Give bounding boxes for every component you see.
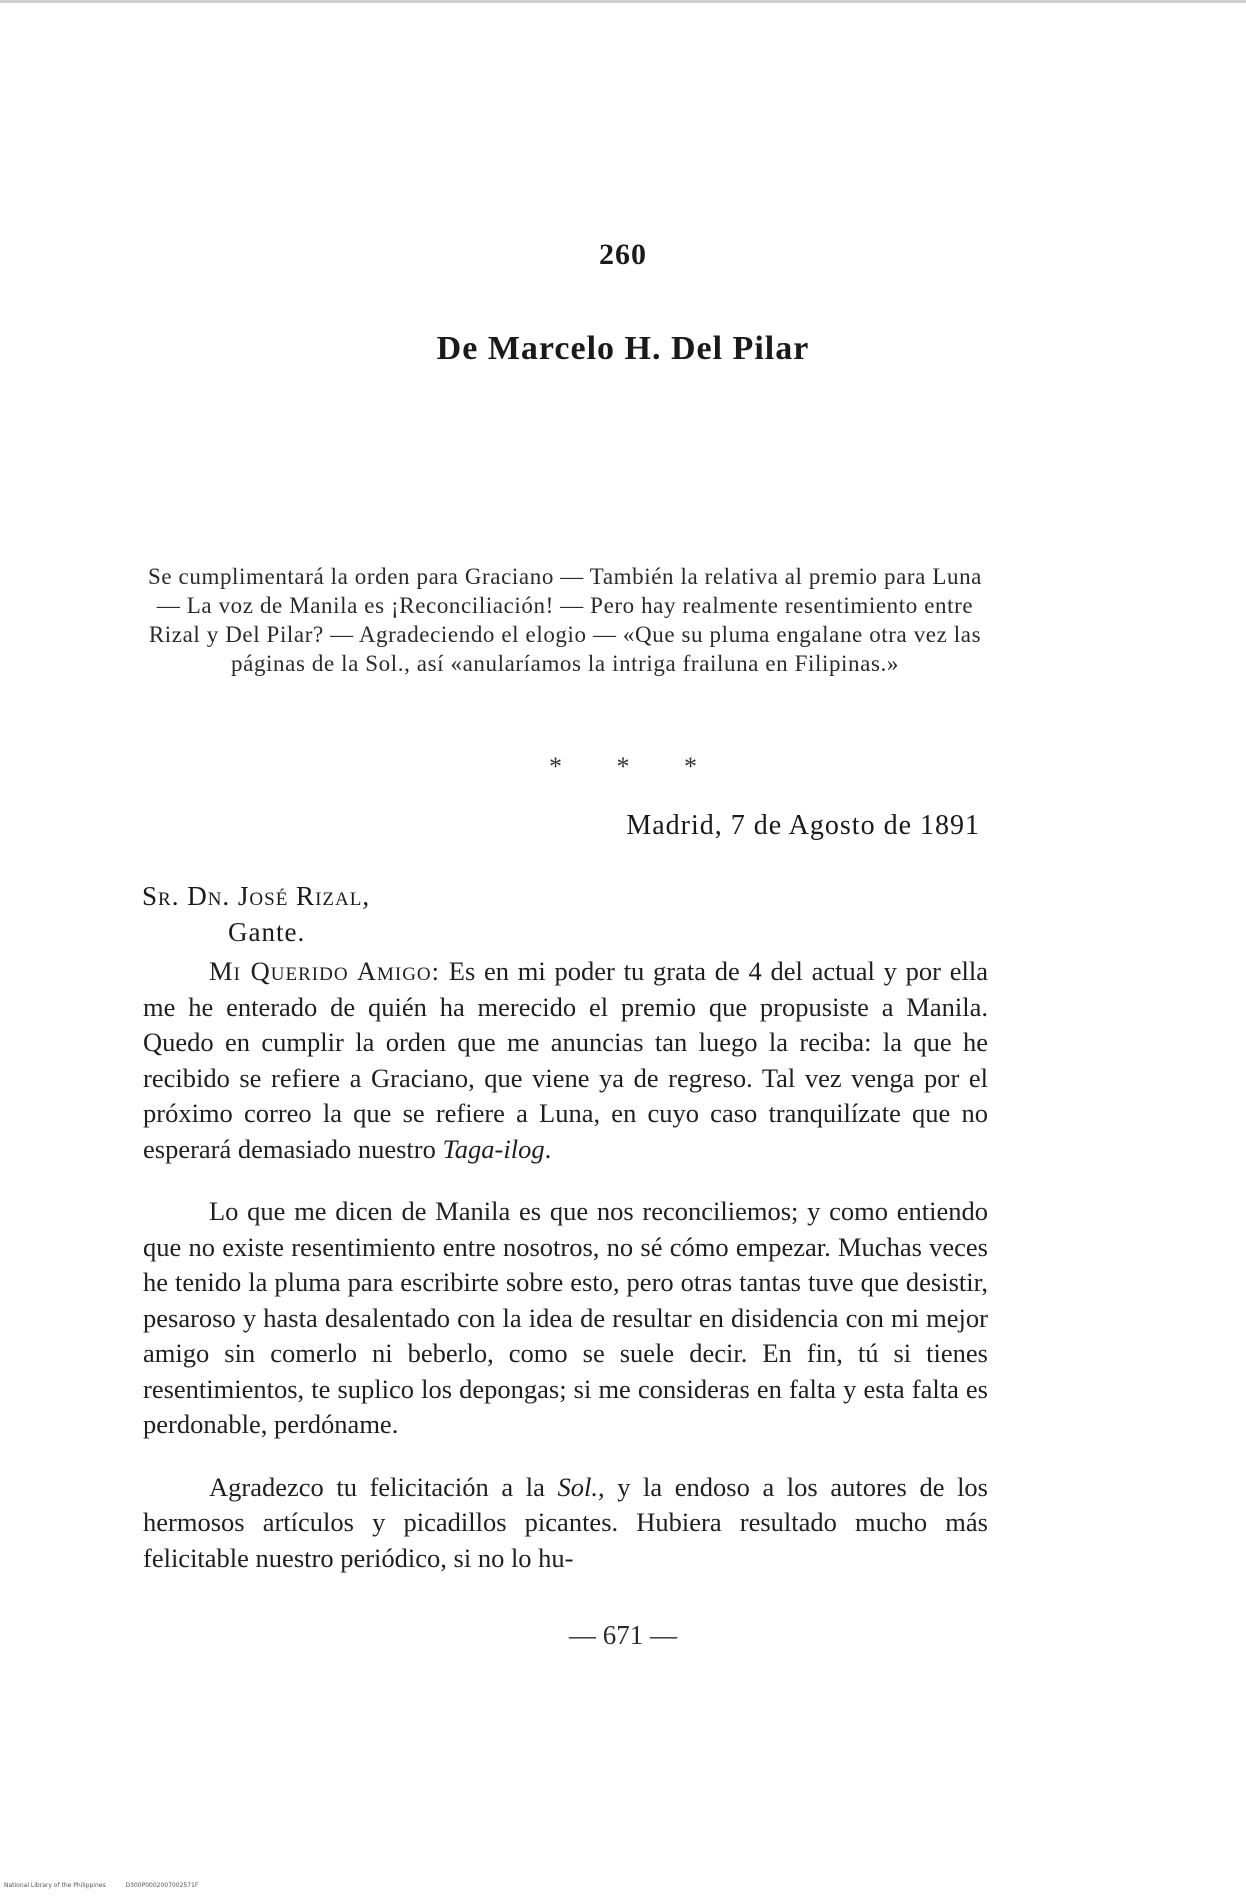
paragraph-3-rest: , y la endoso a los autores de los hermosos artículos y picadillos picantes. Hubiera resultado mucho más felicitable nuestro periódico, si no lo hu- xyxy=(143,1471,988,1573)
scan-credit xyxy=(4,1882,216,1889)
letter-title: De Marcelo H. Del Pilar xyxy=(436,330,810,367)
paragraph-3-start: Agradezco tu felicitación a la xyxy=(209,1471,545,1502)
salutation: Mi Querido Amigo: xyxy=(209,956,441,986)
letter-summary: Se cumplimentará la orden para Graciano — También la relativa al premio para Luna — La voz de Manila es ¡Reconciliación! — Pero hay realmente resentimiento entre Rizal y Del Pilar? — Agradeciendo el elogio — «Que su pluma engalane otra vez las páginas de la Sol., así «anularíamos la intriga frailuna en Filipinas.» xyxy=(148,564,982,676)
library-credit: National Library of the Philippines xyxy=(4,1882,106,1889)
paragraph-3 xyxy=(143,1470,988,1577)
paragraph-1-text: Es en mi poder tu grata de 4 del actual y por ella me he enterado de quién ha merecido el premio que propusiste a Manila. Quedo en cumplir la orden que me anuncias tan luego la reciba: la que he recibido se refiere a Graciano, que viene ya de regreso. Tal vez venga por el próximo correo la que se refiere a Luna, en cuyo caso tranquilízate que no esperará demasiado nuestro xyxy=(143,956,988,1164)
paragraph-1 xyxy=(143,954,988,1167)
scan-identifier: D300P0002007002571F xyxy=(125,1882,199,1889)
asterisk-1: * xyxy=(549,752,562,781)
paragraph-2: Lo que me dicen de Manila es que nos reconciliemos; y como entiendo que no existe resentimiento entre nosotros, no sé cómo empezar. Muchas veces he tenido la pluma para escribirte sobre esto, pero otras tantas tuve que desistir, pesaroso y hasta desalentado con la idea de resultar en disidencia con mi mejor amigo sin comerlo ni beberlo, como se suele decir. En fin, tú si tienes resentimientos, te suplico los depongas; si me consideras en falta y esta falta es perdonable, perdóname. xyxy=(143,1196,988,1439)
page-number: 260 xyxy=(599,238,647,271)
letter-dateline: Madrid, 7 de Agosto de 1891 xyxy=(626,810,980,841)
asterisk-2: * xyxy=(616,752,630,781)
letter-body xyxy=(143,954,988,1603)
paragraph-1-end: . xyxy=(544,1133,552,1164)
newspaper-title-sol: Sol. xyxy=(557,1471,598,1502)
section-separator xyxy=(0,752,1246,782)
scan-top-edge xyxy=(0,0,1246,3)
asterisk-3: * xyxy=(684,752,697,781)
letter-addressee xyxy=(142,878,370,950)
page-folio: — 671 — xyxy=(569,1620,677,1650)
addressee-place: Gante. xyxy=(228,917,306,947)
newspaper-title-taga-ilog: Taga-ilog xyxy=(442,1133,545,1164)
addressee-name: Sr. Dn. José Rizal, xyxy=(142,881,371,911)
